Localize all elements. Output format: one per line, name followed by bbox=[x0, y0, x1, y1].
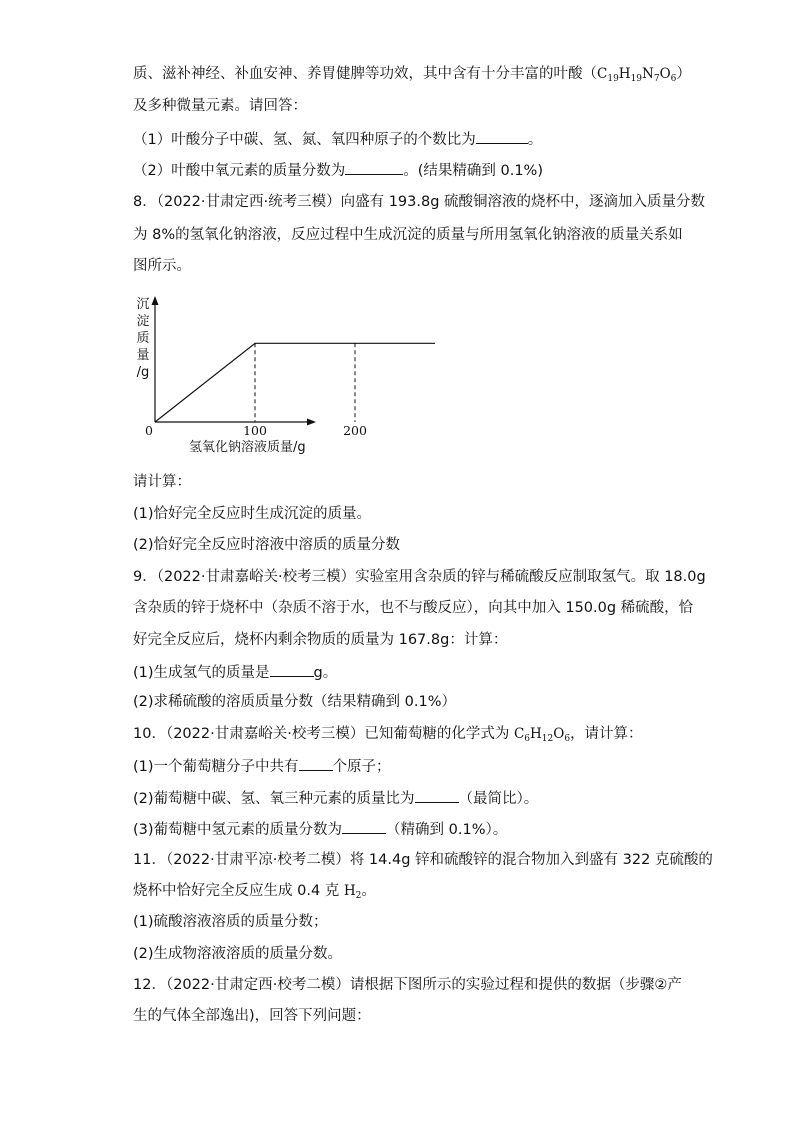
y-axis-label-char: 量 bbox=[136, 348, 150, 363]
y-axis-label-char: 质 bbox=[136, 331, 150, 346]
y-axis-label-char: 沉 bbox=[136, 297, 150, 312]
q12-stem-line-1: 12．（2022·甘肃定西·校考二模）请根据下图所示的实验过程和提供的数据（步骤②产 bbox=[133, 977, 682, 993]
q7-part-2: （2）叶酸中氧元素的质量分数为 。(结果精确到 0.1%) bbox=[133, 159, 543, 181]
q10-part-1: (1)一个葡萄糖分子中共有 个原子； bbox=[133, 755, 391, 777]
answer-blank[interactable] bbox=[415, 787, 459, 803]
q8-stem-line-3: 图所示。 bbox=[133, 258, 191, 274]
q10-part-2: (2)葡萄糖中碳、氢、氧三种元素的质量比为 （最简比）。 bbox=[133, 787, 538, 809]
q9-stem-line-3: 好完全反应后，烧杯内剩余物质的质量为 167.8g：计算： bbox=[133, 632, 508, 648]
answer-blank[interactable] bbox=[345, 159, 403, 175]
y-axis-label-char: /g bbox=[136, 365, 150, 380]
q12-stem-line-2: 生的气体全部逸出)，回答下列问题： bbox=[133, 1008, 371, 1024]
q11-stem-line-2: 烧杯中恰好完全反应生成 0.4 克 $H_2$。 bbox=[133, 883, 376, 901]
q11-part-2: (2)生成物溶液溶质的质量分数。 bbox=[133, 946, 343, 962]
q8-part-2: (2)恰好完全反应时溶液中溶质的质量分数 bbox=[133, 537, 401, 553]
q9-stem-line-2: 含杂质的锌于烧杯中（杂质不溶于水，也不与酸反应），向其中加入 150.0g 稀硫酸，恰 bbox=[133, 600, 694, 616]
q8-stem-line-2: 为 8%的氢氧化钠溶液，反应过程中生成沉淀的质量与所用氢氧化钠溶液的质量关系如 bbox=[133, 227, 683, 243]
q8-calc-intro: 请计算： bbox=[133, 474, 191, 490]
q7-stem-line-1: 质、滋补神经、补血安神、养胃健脾等功效，其中含有十分丰富的叶酸$(C_{19}H_{19}N_7O_6)$ bbox=[133, 66, 691, 84]
answer-blank[interactable] bbox=[270, 661, 314, 677]
folic-acid-formula: $C_{19}H_{19}N_7O_6$ bbox=[597, 66, 677, 84]
answer-blank[interactable] bbox=[299, 755, 333, 771]
x-tick-label: 100 bbox=[243, 423, 267, 438]
q8-stem-line-1: 8．（2022·甘肃定西·统考三模）向盛有 193.8g 硫酸铜溶液的烧杯中，逐滴加入质量分数 bbox=[133, 194, 706, 210]
glucose-formula: $C_6H_{12}O_6$ bbox=[513, 726, 571, 744]
q10-stem: 10．（2022·甘肃嘉峪关·校考三模）已知葡萄糖的化学式为 $C_6H_{12}O_6$，请计算： bbox=[133, 726, 643, 744]
hydrogen-formula: $H_2$ bbox=[343, 883, 362, 901]
x-axis-label: 氢氧化钠溶液质量/g bbox=[189, 440, 306, 455]
q11-stem-line-1: 11．（2022·甘肃平凉·校考二模）将 14.4g 锌和硫酸锌的混合物加入到盛有 322 克硫酸的 bbox=[133, 852, 713, 868]
answer-blank[interactable] bbox=[342, 818, 386, 834]
y-axis-label-char: 淀 bbox=[136, 314, 150, 329]
x-axis-arrow bbox=[307, 419, 316, 426]
q9-stem-line-1: 9．（2022·甘肃嘉峪关·校考三模）实验室用含杂质的锌与稀硫酸反应制取氢气。取 18.0g bbox=[133, 569, 706, 585]
precipitate-curve bbox=[155, 343, 435, 422]
q9-part-2: (2)求稀硫酸的溶质质量分数（结果精确到 0.1%） bbox=[133, 694, 456, 710]
y-axis-label bbox=[136, 297, 149, 380]
q7-stem-line-2: 及多种微量元素。请回答： bbox=[133, 98, 307, 114]
q9-part-1: (1)生成氢气的质量是 g。 bbox=[133, 661, 337, 683]
y-axis-arrow bbox=[152, 296, 159, 305]
precipitate-chart bbox=[133, 290, 367, 460]
q7-part-1: （1）叶酸分子中碳、氢、氮、氧四种原子的个数比为 。 bbox=[133, 128, 542, 150]
q11-part-1: (1)硫酸溶液溶质的质量分数； bbox=[133, 914, 328, 930]
q10-part-3: (3)葡萄糖中氢元素的质量分数为 （精确到 0.1%）。 bbox=[133, 818, 507, 840]
answer-blank[interactable] bbox=[476, 128, 528, 144]
x-tick-label: 200 bbox=[343, 423, 367, 438]
origin-label: 0 bbox=[145, 423, 153, 438]
q8-part-1: (1)恰好完全反应时生成沉淀的质量。 bbox=[133, 506, 372, 522]
